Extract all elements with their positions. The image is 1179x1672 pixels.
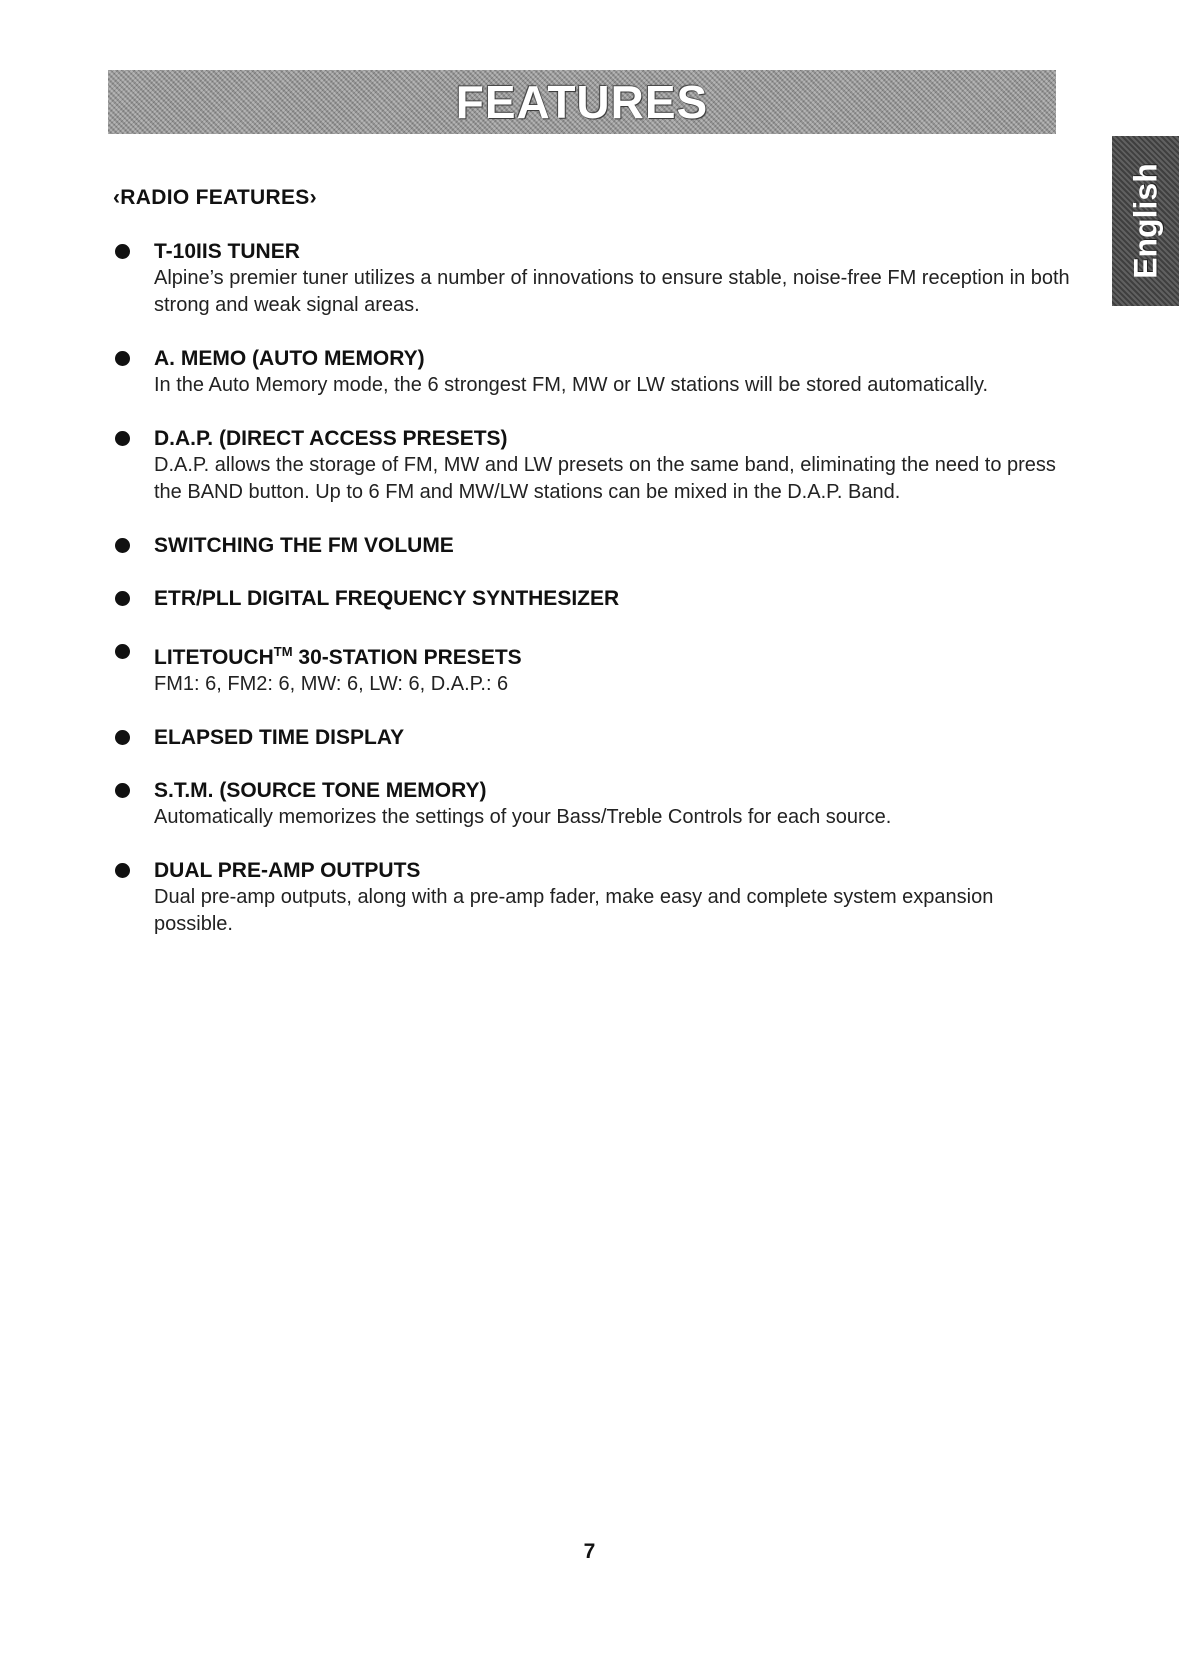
language-tab [1112,136,1179,306]
feature-title-text: LITETOUCH [154,646,274,669]
feature-title: T-10IIS TUNER [154,240,300,263]
feature-title: D.A.P. (DIRECT ACCESS PRESETS) [154,427,508,450]
bullet-icon [115,644,130,659]
feature-title: ELAPSED TIME DISPLAY [154,726,405,749]
feature-description: FM1: 6, FM2: 6, MW: 6, LW: 6, D.A.P.: 6 [154,673,509,695]
bullet-icon [115,244,130,259]
bullet-icon [115,783,130,798]
feature-title: SWITCHING THE FM VOLUME [154,534,454,557]
feature-title-text: 30-STATION PRESETS [292,646,522,669]
bullet-icon [115,431,130,446]
feature-title [154,639,1073,671]
trademark-mark: TM [273,644,293,659]
feature-description: Alpine’s premier tuner utilizes a number of innovations to ensure stable, noise-free FM reception in both strong and weak signal areas. [154,267,1070,316]
feature-title: A. MEMO (AUTO MEMORY) [154,347,425,370]
bullet-icon [115,863,130,878]
feature-title: ETR/PLL DIGITAL FREQUENCY SYNTHESIZER [154,587,620,610]
feature-description: In the Auto Memory mode, the 6 strongest FM, MW or LW stations will be stored automatically. [154,374,989,396]
feature-description: Dual pre-amp outputs, along with a pre-amp fader, make easy and complete system expansion possible. [154,886,994,935]
page-title: FEATURES [455,76,709,128]
page-number: 7 [583,1540,596,1563]
section-heading: ‹RADIO FEATURES› [113,186,317,209]
feature-item [113,533,1073,559]
feature-title: DUAL PRE-AMP OUTPUTS [154,859,421,882]
bullet-icon [115,538,130,553]
feature-description: Automatically memorizes the settings of your Bass/Treble Controls for each source. [154,806,892,828]
language-tab-label: English [1127,163,1163,279]
feature-item [113,426,1073,506]
bullet-icon [115,591,130,606]
feature-item [113,586,1073,612]
feature-item [113,725,1073,751]
feature-item [113,346,1073,399]
feature-item [113,778,1073,831]
bullet-icon [115,351,130,366]
bullet-icon [115,730,130,745]
feature-item [113,858,1073,938]
feature-list [113,239,1073,965]
feature-title: S.T.M. (SOURCE TONE MEMORY) [154,779,487,802]
feature-item [113,639,1073,698]
feature-item [113,239,1073,319]
features-banner [108,70,1056,134]
feature-description: D.A.P. allows the storage of FM, MW and LW presets on the same band, eliminating the need to press the BAND button. Up to 6 FM and MW/LW stations can be mixed in the D.A.P. Band. [154,454,1056,503]
